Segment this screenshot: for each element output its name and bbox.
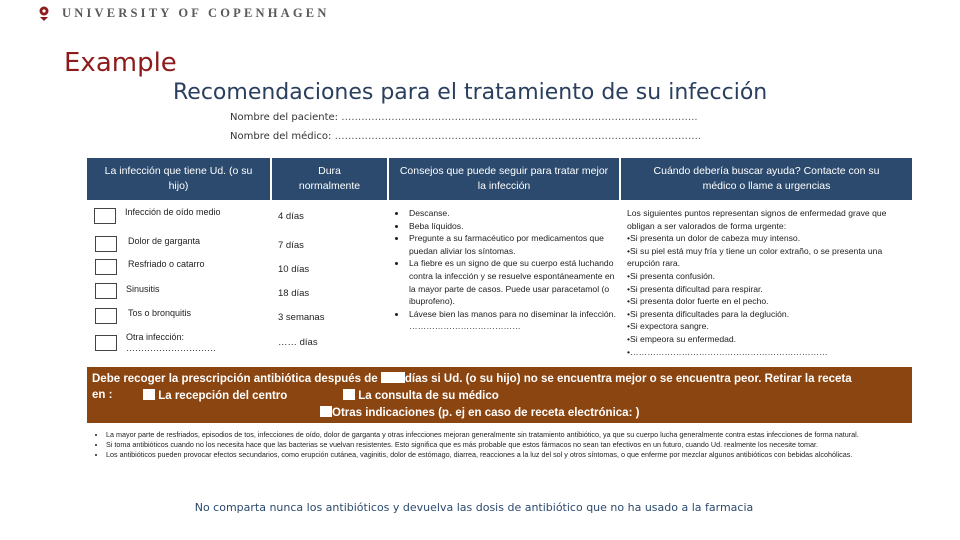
help-item: •…………………………………………………………… (627, 346, 828, 357)
help-list (627, 207, 907, 358)
prescription-banner (87, 367, 912, 423)
duration-value: 3 semanas (278, 312, 325, 323)
advice-item: • Lávese bien las manos para no diseminar la infección. ………………………………… (407, 308, 618, 333)
help-item: •Si presenta dificultad para respirar. (627, 283, 763, 294)
advice-item: • Descanse. (407, 207, 618, 220)
infection-label: Otra infección: (126, 332, 185, 342)
help-item: •Si presenta dificultades para la deglución. (627, 308, 790, 319)
header-advice: Consejos que puede seguir para tratar mejor la infección (389, 158, 619, 200)
doctor-name-row (230, 131, 701, 142)
help-item: •Si presenta confusión. (627, 270, 716, 281)
checkbox-cold[interactable] (95, 259, 117, 275)
option-other[interactable]: Otras indicaciones (p. ej en caso de receta electrónica: ) (320, 406, 639, 419)
university-logo (36, 4, 54, 27)
infection-label: Resfriado o catarro (128, 259, 205, 269)
note-item: • Si toma antibióticos cuando no los necesita hace que las bacterias se vuelvan resistentes. Esto significa que es más probable que estos fármacos no sean tan efectivos en un futuro, cuando Ud. realmente los necesite tomar. (106, 440, 894, 450)
checkbox-ear-infection[interactable] (94, 208, 116, 224)
help-item: •Si expectora sangre. (627, 321, 709, 332)
doctor-name-field[interactable]: ……………………………………………………………………………………………….. (334, 131, 701, 142)
patient-name-field[interactable]: …………………………………………………………………………………………….. (341, 112, 698, 123)
days-input[interactable] (381, 372, 405, 383)
note-item: • Los antibióticos pueden provocar efectos secundarios, como erupción cutánea, vaginitis, dolor de estómago, diarrea, reacciones a la luz del sol y otros síntomas, o que enferme por mezclar algunos antibióticos con bebidas alcohólicas. (106, 450, 894, 460)
note-item: • La mayor parte de resfriados, episodios de tos, infecciones de oído, dolor de garganta y otras infecciones mejoran generalmente sin tratamiento antibiótico, ya que su cuerpo lucha generalmente contra estas infecciones de forma natural. (106, 430, 894, 440)
footer-message: No comparta nunca los antibióticos y devuelva las dosis de antibiótico que no ha usado a la farmacia (194, 501, 754, 514)
advice-list (392, 207, 618, 333)
duration-value: 7 días (278, 240, 304, 251)
advice-item: • Pregunte a su farmacéutico por medicamentos que puedan aliviar los síntomas. (407, 232, 618, 257)
advice-item: • La fiebre es un signo de que su cuerpo está luchando contra la infección y se resuelve espontáneamente en la mayor parte de casos. Puede usar paracetamol (o ibuprofeno). (407, 257, 618, 307)
checkbox-other[interactable] (320, 406, 332, 417)
checkbox-cough[interactable] (95, 308, 117, 324)
help-item: •Si presenta dolor fuerte en el pecho. (627, 296, 769, 307)
example-label: Example (64, 48, 177, 78)
patient-name-row (230, 112, 698, 123)
help-item: •Si empeora su enfermedad. (627, 333, 737, 344)
header-help: Cuándo debería buscar ayuda? Contacte con su médico o llame a urgencias (621, 158, 912, 200)
prescription-line-1: Debe recoger la prescripción antibiótica después de días si Ud. (o su hijo) no se encuentra mejor o se encuentra peor. Retirar la receta (92, 373, 852, 385)
help-intro: Los siguientes puntos representan signos de enfermedad grave que obligan a ser valorados de forma urgente: (627, 208, 887, 231)
notes-list (94, 430, 894, 460)
doctor-name-label: Nombre del médico: (230, 131, 332, 142)
patient-name-label: Nombre del paciente: (230, 112, 339, 123)
duration-value: 4 días (278, 211, 304, 222)
option-reception[interactable]: La recepción del centro (143, 389, 287, 402)
other-infection-field[interactable]: ………………………… (126, 343, 216, 353)
crest-icon (36, 4, 54, 22)
option-doctor[interactable]: La consulta de su médico (343, 389, 499, 402)
page-title: Recomendaciones para el tratamiento de su infección (173, 80, 768, 105)
checkbox-reception[interactable] (143, 389, 155, 400)
checkbox-doctor[interactable] (343, 389, 355, 400)
duration-value: 18 días (278, 288, 310, 299)
infection-label: Infección de oído medio (125, 207, 221, 217)
checkbox-other-infection[interactable] (95, 335, 117, 351)
duration-value: 10 días (278, 264, 310, 275)
header-duration: Dura normalmente (272, 158, 387, 200)
university-name: UNIVERSITY OF COPENHAGEN (62, 6, 330, 20)
checkbox-sinusitis[interactable] (95, 283, 117, 299)
duration-value: …… días (278, 337, 318, 348)
infection-label: Dolor de garganta (128, 236, 201, 246)
header-infection: La infección que tiene Ud. (o su hijo) (87, 158, 270, 200)
checkbox-sore-throat[interactable] (95, 236, 117, 252)
help-item: •Si presenta un dolor de cabeza muy intenso. (627, 233, 801, 244)
help-item: •Si su piel está muy fría y tiene un color extraño, o se presenta una erupción rara. (627, 245, 883, 269)
infection-label: Sinusitis (126, 284, 160, 294)
advice-item: • Beba líquidos. (407, 220, 618, 233)
prescription-line-2: en : (92, 389, 113, 401)
infection-label: Tos o bronquitis (128, 308, 192, 318)
